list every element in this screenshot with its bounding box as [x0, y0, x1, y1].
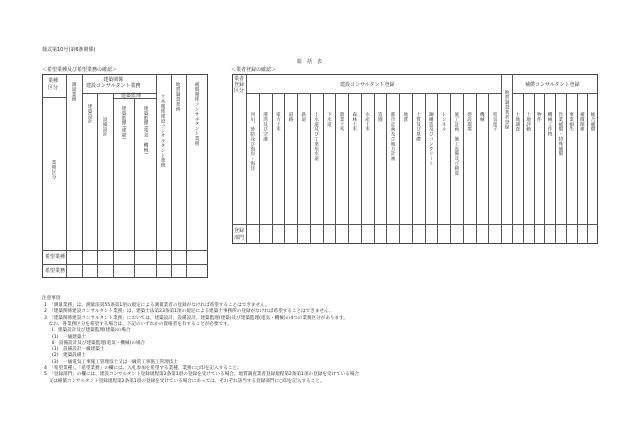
- note-line: (3) 一級電気工事施工管理技士又は一級管工事施工管理技士: [52, 359, 178, 365]
- note-line: 1 「測量業務」は、測量法第55条第1項の規定による測量業者の登録がなければ希望することはできません。: [44, 303, 270, 308]
- kensetsu-col-label: 上水道及び工業用水道: [313, 112, 319, 161]
- hosho-col-label: 補償関連: [579, 112, 585, 132]
- kensetsu-col-label: 水産土木: [364, 112, 370, 132]
- kensetsu-col-label: 鉄道: [300, 112, 306, 122]
- kensetsu-col-label: トンネル: [441, 112, 447, 132]
- note-line: Ⅰ．建築設計及び建築監理(建築)の場合: [52, 328, 131, 334]
- hosho-col-label: 営業補償・特殊補償: [557, 112, 563, 157]
- hosho-col-label: 機械工作物: [547, 112, 553, 137]
- note-line: なお、各業務区分を希望する場合は、下記のいずれかの資格者を有することが必要です。: [44, 321, 232, 327]
- kensetsu-col-label: 鋼構造及びコンクリート: [428, 112, 434, 166]
- col-chishitsu-chosa: 地質調査業務: [175, 82, 180, 112]
- kensetsu-col-label: 電気電子: [492, 112, 498, 132]
- hosho-col-label: 事業損失: [568, 112, 574, 132]
- kensetsu-col-label: 土質及び基礎: [415, 112, 421, 142]
- header-gyosha-touroku: 業者 登録 区分: [234, 76, 245, 94]
- col-sokuryo: 測量業務: [71, 82, 76, 102]
- kensetsu-col-label: 港湾及び空港: [262, 112, 268, 142]
- right-caption: ＜業者登録の確認＞: [231, 67, 277, 73]
- header-gyoshu-kubun: 業種 区分: [48, 78, 59, 91]
- row-touroku-bumon: 登録 部門: [234, 228, 245, 241]
- notes-heading: 注意事項: [42, 296, 61, 301]
- kensetsu-col-label: 下水道: [326, 112, 332, 127]
- note-line: 3 「建築関係建設コンサルタント業務」においては、建築設計、設備設計、建築監理(建築)及び建築監理(電気・機械)の4つの業務区分があります。: [44, 315, 348, 321]
- kensetsu-col-label: 河川、砂防及び海岸・海洋: [249, 112, 255, 171]
- document-title: 総 括 表: [297, 59, 323, 65]
- group-kenchiku-kanri: 建築監理: [121, 93, 142, 99]
- note-line: 5 「登録部門」の欄には、建設コンサルタント登録規程第2条第1項の登録を受けている場合、地質調査業者登録規程第2条第1項の登録を受けている場合: [44, 372, 360, 378]
- kensetsu-col-label: 造園: [377, 112, 383, 122]
- left-caption: ＜希望業種及び希望業務の確認＞: [42, 67, 118, 73]
- kensetsu-col-label: 都市計画及び地方計画: [390, 112, 396, 161]
- col-kanri-setsubi: 建築監理(電気・機械): [143, 106, 148, 155]
- note-line: 2 「建築関係建設コンサルタント業務」は、建築士法第23条第1項の規定による建築士事務所の登録がなければ希望することはできません。: [44, 309, 334, 315]
- col-chishitsu-touroku: 地質調査業者登録: [504, 90, 509, 130]
- hosho-col-label: 土地調査: [514, 112, 520, 132]
- note-line: (1) 一級建築士: [52, 334, 87, 340]
- hosho-col-label: 総合補償: [590, 112, 596, 132]
- note-line: Ⅱ．設備設計及び建築監理(電気・機械)の場合: [52, 340, 146, 346]
- header-gyomu-kubun: 業務区分: [51, 160, 56, 180]
- group-kenchiku: 建築関係 建設コンサルタント業務: [86, 77, 141, 89]
- left-table: [42, 74, 208, 278]
- col-kanri-kenchiku: 建築監理(建築): [121, 106, 126, 140]
- note-line: 又は補償コンサルタント登録規程第2条第1項の登録を受けている場合にあっては、それぞれ該当する登録部門に○印を記入すること。: [44, 378, 325, 384]
- col-doboku-consultant: 土木関係建設コンサルタント業務: [160, 94, 165, 168]
- group-hosho-consultant: 補償コンサルタント登録: [525, 82, 580, 88]
- kensetsu-col-label: 電力土木: [275, 112, 281, 132]
- form-number: 様式第10号(第6条関係): [42, 47, 96, 53]
- kensetsu-col-label: 施工計画、施工設備及び積算: [453, 112, 459, 176]
- row-kibo-gyomu: 希望業務: [45, 268, 66, 274]
- kensetsu-col-label: 森林土木: [351, 112, 357, 132]
- row-kibo-gyoshu: 希望業種: [45, 254, 66, 260]
- kensetsu-col-label: 道路: [288, 112, 294, 122]
- kensetsu-col-label: 機械: [479, 112, 485, 122]
- kensetsu-col-label: 地質: [402, 112, 408, 122]
- col-kenchiku-sekkei: 建築設計: [87, 104, 92, 124]
- hosho-col-label: 土地評価: [525, 112, 531, 132]
- kensetsu-col-label: 建設環境: [466, 112, 472, 132]
- note-line: (2) 建築設備士: [52, 353, 87, 359]
- col-hosho-consultant: 補償関係コンサルタント業務: [194, 82, 199, 146]
- group-kensetsu-consultant: 建設コンサルタント登録: [340, 82, 395, 88]
- kensetsu-col-label: 農業土木: [339, 112, 345, 132]
- hosho-col-label: 物件: [536, 112, 542, 122]
- note-line: (1) 設備設計一級建築士: [52, 347, 105, 353]
- right-table: [232, 74, 598, 244]
- note-line: 4 「希望業種」、「希望業務」の欄には、入札参加を希望する業種、業務に○印を記入すること。: [44, 366, 242, 371]
- col-setsubi-sekkei: 設備設計: [102, 117, 107, 137]
